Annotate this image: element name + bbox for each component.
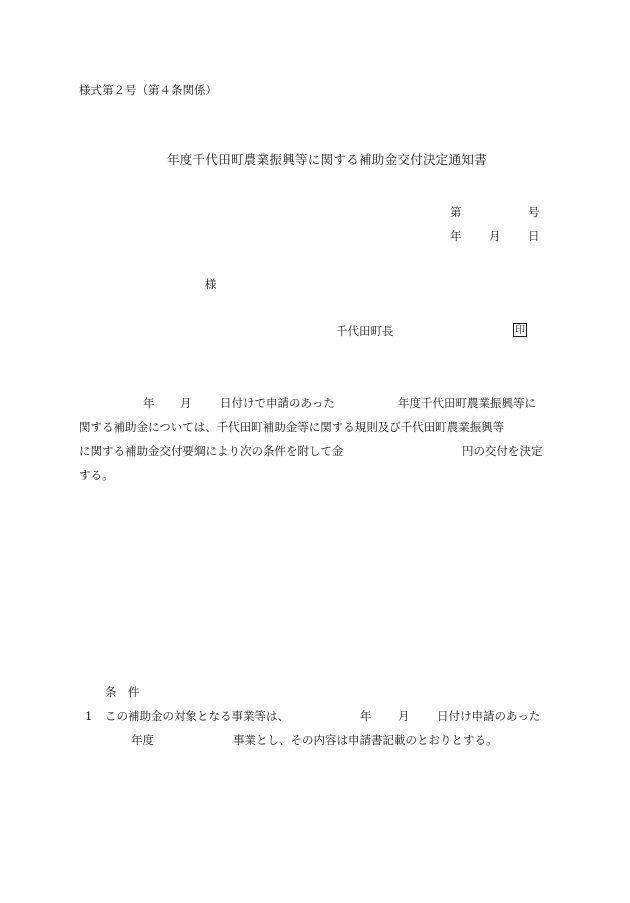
date-day: 日 <box>528 229 540 243</box>
doc-number-go: 号 <box>528 205 540 219</box>
body-line1-end: 年度千代田町農業振興等に <box>398 396 536 410</box>
seal-mark: 印 <box>515 325 525 336</box>
condition-item-month: 月 <box>398 709 410 723</box>
condition-item-cont-year: 年度 <box>131 733 154 747</box>
doc-number-dai: 第 <box>450 205 462 219</box>
body-line1-rest: 日付けで申請のあった <box>220 396 335 410</box>
body-line3-end: 円の交付を決定 <box>462 444 543 458</box>
condition-item-number: 1 <box>85 709 93 723</box>
date-month: 月 <box>489 229 501 243</box>
form-number: 様式第２号（第４条関係） <box>79 83 217 97</box>
issuer-name: 千代田町長 <box>336 324 394 338</box>
condition-item-text-end: 日付け申請のあった <box>437 709 541 723</box>
body-line2: 関する補助金については、千代田町補助金等に関する規則及び千代田町農業振興等 <box>79 420 505 434</box>
condition-item-cont-rest: 事業とし、その内容は申請書記載のとおりとする。 <box>233 733 498 747</box>
date-year: 年 <box>450 229 462 243</box>
conditions-heading: 条 件 <box>105 685 140 699</box>
body-line4: する。 <box>79 468 114 482</box>
body-line1-year: 年 <box>143 396 155 410</box>
recipient-suffix: 様 <box>205 277 217 291</box>
condition-item-year: 年 <box>360 709 372 723</box>
condition-item-text-start: この補助金の対象となる事業等は、 <box>105 709 289 723</box>
body-line3-start: に関する補助金交付要綱により次の条件を附して金 <box>79 444 344 458</box>
body-line1-month: 月 <box>180 396 192 410</box>
document-title: 年度千代田町農業振興等に関する補助金交付決定通知書 <box>167 152 488 167</box>
